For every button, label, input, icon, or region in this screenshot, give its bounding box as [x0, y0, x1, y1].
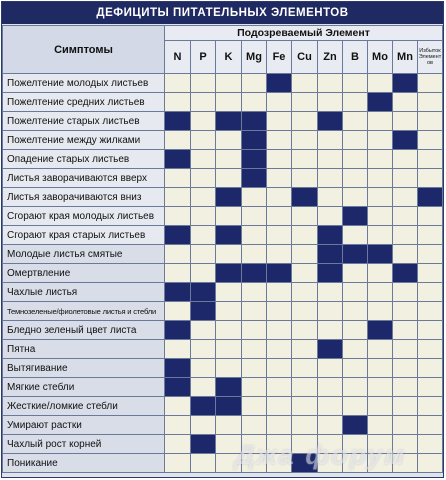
- empty-cell: [165, 397, 191, 416]
- empty-cell: [368, 302, 393, 321]
- table-row: [3, 264, 443, 283]
- empty-cell: [418, 359, 443, 378]
- empty-cell: [343, 302, 368, 321]
- symptom-label: Пожелтение между жилками: [3, 131, 165, 150]
- empty-cell: [165, 454, 191, 473]
- empty-cell: [242, 454, 267, 473]
- marked-cell: [242, 264, 267, 283]
- empty-cell: [368, 188, 393, 207]
- table-row: [3, 359, 443, 378]
- symptom-label: Листья заворачиваются вниз: [3, 188, 165, 207]
- table-row: [3, 226, 443, 245]
- empty-cell: [191, 131, 216, 150]
- empty-cell: [292, 131, 318, 150]
- empty-cell: [242, 321, 267, 340]
- empty-cell: [216, 150, 242, 169]
- empty-cell: [165, 93, 191, 112]
- empty-cell: [393, 397, 418, 416]
- empty-cell: [393, 207, 418, 226]
- empty-cell: [418, 112, 443, 131]
- empty-cell: [216, 302, 242, 321]
- table-row: [3, 397, 443, 416]
- empty-cell: [292, 169, 318, 188]
- watermark: Джа форум: [235, 440, 407, 470]
- empty-cell: [165, 245, 191, 264]
- empty-cell: [292, 378, 318, 397]
- empty-cell: [393, 416, 418, 435]
- empty-cell: [216, 416, 242, 435]
- empty-cell: [393, 93, 418, 112]
- empty-cell: [343, 321, 368, 340]
- symptom-label: Чахлые листья: [3, 283, 165, 302]
- empty-cell: [418, 245, 443, 264]
- empty-cell: [242, 340, 267, 359]
- empty-cell: [267, 93, 292, 112]
- empty-cell: [165, 435, 191, 454]
- marked-cell: [368, 93, 393, 112]
- empty-cell: [343, 340, 368, 359]
- empty-cell: [216, 321, 242, 340]
- empty-cell: [393, 283, 418, 302]
- table-row: [3, 74, 443, 93]
- empty-cell: [267, 112, 292, 131]
- empty-cell: [368, 226, 393, 245]
- empty-cell: [318, 359, 343, 378]
- marked-cell: [393, 264, 418, 283]
- marked-cell: [242, 150, 267, 169]
- empty-cell: [165, 207, 191, 226]
- empty-cell: [216, 74, 242, 93]
- table-row: [3, 245, 443, 264]
- symptom-label: Молодые листья смятые: [3, 245, 165, 264]
- empty-cell: [393, 188, 418, 207]
- symptom-label: Листья заворачиваются вверх: [3, 169, 165, 188]
- empty-cell: [292, 340, 318, 359]
- empty-cell: [368, 131, 393, 150]
- empty-cell: [393, 454, 418, 473]
- table-body: [3, 74, 443, 473]
- marked-cell: [191, 397, 216, 416]
- empty-cell: [318, 74, 343, 93]
- empty-cell: [242, 416, 267, 435]
- empty-cell: [242, 93, 267, 112]
- empty-cell: [242, 397, 267, 416]
- empty-cell: [165, 264, 191, 283]
- empty-cell: [267, 416, 292, 435]
- element-header: Mg: [242, 41, 267, 74]
- empty-cell: [267, 397, 292, 416]
- empty-cell: [216, 93, 242, 112]
- table-row: [3, 207, 443, 226]
- marked-cell: [165, 112, 191, 131]
- empty-cell: [368, 435, 393, 454]
- empty-cell: [343, 359, 368, 378]
- empty-cell: [418, 416, 443, 435]
- empty-cell: [343, 435, 368, 454]
- marked-cell: [216, 378, 242, 397]
- empty-cell: [418, 150, 443, 169]
- empty-cell: [165, 188, 191, 207]
- symptoms-header: Симптомы: [3, 26, 165, 74]
- symptom-label: Сгорают края старых листьев: [3, 226, 165, 245]
- empty-cell: [216, 340, 242, 359]
- element-header: Избыток Элементов: [418, 41, 443, 74]
- empty-cell: [418, 93, 443, 112]
- marked-cell: [242, 112, 267, 131]
- empty-cell: [318, 435, 343, 454]
- empty-cell: [267, 188, 292, 207]
- symptom-label: Темнозеленые/фиолетовые листья и стебли: [3, 302, 165, 321]
- marked-cell: [216, 397, 242, 416]
- marked-cell: [393, 131, 418, 150]
- page-title: ДЕФИЦИТЫ ПИТАТЕЛЬНЫХ ЭЛЕМЕНТОВ: [2, 2, 443, 24]
- marked-cell: [165, 359, 191, 378]
- empty-cell: [368, 112, 393, 131]
- empty-cell: [368, 207, 393, 226]
- symptom-label: Пожелтение молодых листьев: [3, 74, 165, 93]
- marked-cell: [343, 416, 368, 435]
- empty-cell: [368, 169, 393, 188]
- empty-cell: [393, 150, 418, 169]
- empty-cell: [368, 397, 393, 416]
- empty-cell: [318, 378, 343, 397]
- marked-cell: [418, 188, 443, 207]
- empty-cell: [292, 207, 318, 226]
- empty-cell: [165, 169, 191, 188]
- empty-cell: [191, 378, 216, 397]
- empty-cell: [191, 207, 216, 226]
- empty-cell: [242, 188, 267, 207]
- empty-cell: [267, 226, 292, 245]
- empty-cell: [267, 340, 292, 359]
- empty-cell: [368, 150, 393, 169]
- empty-cell: [267, 207, 292, 226]
- empty-cell: [343, 397, 368, 416]
- empty-cell: [393, 321, 418, 340]
- empty-cell: [191, 188, 216, 207]
- empty-cell: [368, 359, 393, 378]
- marked-cell: [242, 169, 267, 188]
- empty-cell: [418, 378, 443, 397]
- empty-cell: [393, 245, 418, 264]
- symptom-label: Вытягивание: [3, 359, 165, 378]
- empty-cell: [343, 169, 368, 188]
- marked-cell: [318, 264, 343, 283]
- empty-cell: [242, 226, 267, 245]
- empty-cell: [418, 264, 443, 283]
- empty-cell: [343, 454, 368, 473]
- element-header: Mo: [368, 41, 393, 74]
- empty-cell: [343, 74, 368, 93]
- empty-cell: [216, 283, 242, 302]
- empty-cell: [418, 302, 443, 321]
- table-row: [3, 454, 443, 473]
- marked-cell: [267, 74, 292, 93]
- empty-cell: [318, 416, 343, 435]
- table-row: [3, 93, 443, 112]
- deficiency-chart: [1, 1, 444, 478]
- empty-cell: [292, 435, 318, 454]
- empty-cell: [418, 131, 443, 150]
- marked-cell: [191, 283, 216, 302]
- empty-cell: [242, 207, 267, 226]
- empty-cell: [368, 416, 393, 435]
- empty-cell: [418, 435, 443, 454]
- marked-cell: [165, 226, 191, 245]
- empty-cell: [418, 321, 443, 340]
- empty-cell: [242, 74, 267, 93]
- empty-cell: [242, 302, 267, 321]
- empty-cell: [191, 340, 216, 359]
- marked-cell: [165, 150, 191, 169]
- marked-cell: [318, 245, 343, 264]
- empty-cell: [267, 302, 292, 321]
- table-row: [3, 340, 443, 359]
- element-header: Fe: [267, 41, 292, 74]
- marked-cell: [216, 188, 242, 207]
- empty-cell: [343, 93, 368, 112]
- table-row: [3, 416, 443, 435]
- empty-cell: [393, 302, 418, 321]
- empty-cell: [292, 264, 318, 283]
- empty-cell: [191, 226, 216, 245]
- empty-cell: [318, 302, 343, 321]
- empty-cell: [292, 321, 318, 340]
- empty-cell: [191, 169, 216, 188]
- empty-cell: [242, 435, 267, 454]
- empty-cell: [393, 340, 418, 359]
- symptom-label: Мягкие стебли: [3, 378, 165, 397]
- empty-cell: [191, 93, 216, 112]
- empty-cell: [242, 359, 267, 378]
- empty-cell: [292, 150, 318, 169]
- empty-cell: [393, 226, 418, 245]
- empty-cell: [343, 188, 368, 207]
- deficiency-table: [2, 25, 443, 473]
- empty-cell: [267, 454, 292, 473]
- element-header: Zn: [318, 41, 343, 74]
- empty-cell: [165, 340, 191, 359]
- element-header: Cu: [292, 41, 318, 74]
- empty-cell: [393, 378, 418, 397]
- empty-cell: [267, 131, 292, 150]
- empty-cell: [418, 397, 443, 416]
- empty-cell: [343, 226, 368, 245]
- empty-cell: [418, 207, 443, 226]
- empty-cell: [216, 207, 242, 226]
- empty-cell: [368, 378, 393, 397]
- marked-cell: [242, 131, 267, 150]
- empty-cell: [216, 359, 242, 378]
- empty-cell: [393, 169, 418, 188]
- empty-cell: [318, 150, 343, 169]
- marked-cell: [393, 74, 418, 93]
- table-row: [3, 169, 443, 188]
- table-row: [3, 131, 443, 150]
- empty-cell: [216, 454, 242, 473]
- empty-cell: [216, 435, 242, 454]
- empty-cell: [267, 169, 292, 188]
- empty-cell: [191, 112, 216, 131]
- symptom-label: Жесткие/ломкие стебли: [3, 397, 165, 416]
- element-header: P: [191, 41, 216, 74]
- empty-cell: [191, 150, 216, 169]
- empty-cell: [191, 321, 216, 340]
- empty-cell: [165, 131, 191, 150]
- empty-cell: [318, 131, 343, 150]
- empty-cell: [292, 416, 318, 435]
- marked-cell: [318, 112, 343, 131]
- element-header: Mn: [393, 41, 418, 74]
- empty-cell: [368, 283, 393, 302]
- empty-cell: [242, 245, 267, 264]
- empty-cell: [318, 188, 343, 207]
- symptom-label: Чахлый рост корней: [3, 435, 165, 454]
- element-header: N: [165, 41, 191, 74]
- empty-cell: [242, 378, 267, 397]
- empty-cell: [191, 264, 216, 283]
- marked-cell: [216, 112, 242, 131]
- empty-cell: [318, 283, 343, 302]
- empty-cell: [418, 226, 443, 245]
- empty-cell: [267, 378, 292, 397]
- empty-cell: [418, 340, 443, 359]
- empty-cell: [267, 435, 292, 454]
- empty-cell: [393, 435, 418, 454]
- empty-cell: [267, 150, 292, 169]
- empty-cell: [191, 245, 216, 264]
- empty-cell: [292, 397, 318, 416]
- empty-cell: [216, 245, 242, 264]
- empty-cell: [343, 131, 368, 150]
- empty-cell: [292, 283, 318, 302]
- empty-cell: [318, 207, 343, 226]
- marked-cell: [216, 226, 242, 245]
- empty-cell: [292, 93, 318, 112]
- empty-cell: [418, 74, 443, 93]
- empty-cell: [292, 74, 318, 93]
- empty-cell: [343, 283, 368, 302]
- symptom-label: Опадение старых листьев: [3, 150, 165, 169]
- empty-cell: [292, 359, 318, 378]
- suspect-element-header: Подозреваемый Элемент: [165, 26, 443, 41]
- symptom-label: Пожелтение старых листьев: [3, 112, 165, 131]
- empty-cell: [368, 264, 393, 283]
- marked-cell: [165, 378, 191, 397]
- empty-cell: [292, 112, 318, 131]
- table-row: [3, 188, 443, 207]
- marked-cell: [216, 264, 242, 283]
- empty-cell: [318, 454, 343, 473]
- marked-cell: [318, 226, 343, 245]
- empty-cell: [368, 454, 393, 473]
- marked-cell: [318, 340, 343, 359]
- symptom-label: Пятна: [3, 340, 165, 359]
- empty-cell: [191, 74, 216, 93]
- empty-cell: [418, 283, 443, 302]
- empty-cell: [393, 359, 418, 378]
- empty-cell: [318, 93, 343, 112]
- symptom-label: Умирают растки: [3, 416, 165, 435]
- empty-cell: [393, 112, 418, 131]
- table-row: [3, 435, 443, 454]
- table-row: [3, 321, 443, 340]
- empty-cell: [216, 131, 242, 150]
- empty-cell: [418, 454, 443, 473]
- empty-cell: [191, 454, 216, 473]
- symptom-label: Сгорают края молодых листьев: [3, 207, 165, 226]
- marked-cell: [343, 207, 368, 226]
- table-row: [3, 112, 443, 131]
- table-row: [3, 378, 443, 397]
- empty-cell: [242, 283, 267, 302]
- empty-cell: [343, 264, 368, 283]
- element-header: B: [343, 41, 368, 74]
- empty-cell: [292, 226, 318, 245]
- table-row: [3, 283, 443, 302]
- empty-cell: [165, 416, 191, 435]
- empty-cell: [267, 359, 292, 378]
- marked-cell: [368, 245, 393, 264]
- empty-cell: [318, 397, 343, 416]
- empty-cell: [343, 378, 368, 397]
- table-row: [3, 150, 443, 169]
- marked-cell: [165, 321, 191, 340]
- empty-cell: [343, 112, 368, 131]
- empty-cell: [165, 302, 191, 321]
- symptom-label: Пожелтение средних листьев: [3, 93, 165, 112]
- empty-cell: [368, 340, 393, 359]
- empty-cell: [267, 283, 292, 302]
- empty-cell: [318, 321, 343, 340]
- empty-cell: [292, 245, 318, 264]
- empty-cell: [267, 321, 292, 340]
- marked-cell: [343, 245, 368, 264]
- empty-cell: [418, 169, 443, 188]
- symptom-label: Бледно зеленый цвет листа: [3, 321, 165, 340]
- marked-cell: [191, 435, 216, 454]
- marked-cell: [292, 188, 318, 207]
- table-row: [3, 302, 443, 321]
- symptom-label: Поникание: [3, 454, 165, 473]
- marked-cell: [191, 302, 216, 321]
- empty-cell: [292, 302, 318, 321]
- empty-cell: [165, 74, 191, 93]
- empty-cell: [267, 245, 292, 264]
- empty-cell: [191, 359, 216, 378]
- marked-cell: [368, 321, 393, 340]
- empty-cell: [216, 169, 242, 188]
- element-header: K: [216, 41, 242, 74]
- empty-cell: [191, 416, 216, 435]
- empty-cell: [318, 169, 343, 188]
- empty-cell: [368, 74, 393, 93]
- symptom-label: Омертвление: [3, 264, 165, 283]
- marked-cell: [267, 264, 292, 283]
- empty-cell: [343, 150, 368, 169]
- marked-cell: [292, 454, 318, 473]
- marked-cell: [165, 283, 191, 302]
